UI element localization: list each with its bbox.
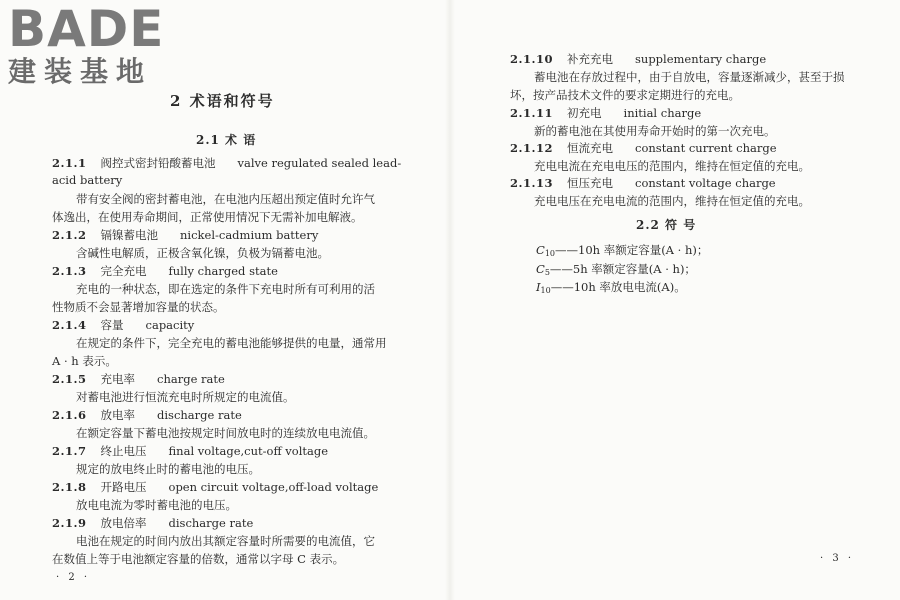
term-description: 对蓄电池进行恒流充电时所规定的电流值。 [76,390,295,404]
symbol-definition: $C_{10}——10h$ 率额定容量(A · h)； [536,243,709,258]
term-description: 放电电流为零时蓄电池的电压。 [76,498,237,512]
logo-text-top: BADE [8,0,165,58]
right-page [450,0,900,600]
chapter-title: 2 术语和符号 [170,92,275,110]
term-heading: 2.1.3 完全充电 fully charged state [52,264,278,278]
section-title-symbols: 2.2 符 号 [636,218,697,232]
term-heading: 2.1.1 阀控式密封铅酸蓄电池 valve regulated sealed lead- [52,156,402,170]
term-description: 在规定的条件下，完全充电的蓄电池能够提供的电量，通常用 [76,336,387,350]
term-heading: 2.1.13 恒压充电 constant voltage charge [510,176,776,190]
term-description: 规定的放电终止时的蓄电池的电压。 [76,462,260,476]
term-heading: 2.1.6 放电率 discharge rate [52,408,242,422]
term-english-continuation: acid battery [52,173,123,187]
term-heading: 2.1.12 恒流充电 constant current charge [510,141,777,155]
page-number: · 3 · [820,553,855,564]
symbol-definition: $C_5——5h$ 率额定容量(A · h)； [536,262,696,277]
term-heading: 2.1.4 容量 capacity [52,318,195,332]
logo-text-bottom: 建装基地 [8,55,153,88]
term-description: 新的蓄电池在其使用寿命开始时的第一次充电。 [534,124,776,138]
term-description: 含碱性电解质，正极含氧化镍，负极为镉蓄电池。 [76,246,329,260]
term-heading: 2.1.9 放电倍率 discharge rate [52,516,254,530]
term-description: 性物质不会显著增加容量的状态。 [52,300,225,314]
term-description: 体逸出，在使用寿命期间，正常使用情况下无需补加电解液。 [52,210,363,224]
page-number: · 2 · [56,572,91,583]
term-description: 充电电压在充电电流的范围内，维持在恒定值的充电。 [534,194,810,208]
symbol-definition: $I_{10}——10h$ 率放电电流(A)。 [536,280,686,295]
term-description: 蓄电池在存放过程中，由于自放电，容量逐渐减少，甚至于损 [534,70,845,84]
term-heading: 2.1.8 开路电压 open circuit voltage,off-load voltage [52,480,379,494]
term-description: 充电电流在充电电压的范围内，维持在恒定值的充电。 [534,159,810,173]
term-description: 电池在规定的时间内放出其额定容量时所需要的电流值，它 [76,534,375,548]
term-description: 坏，按产品技术文件的要求定期进行的充电。 [510,88,740,102]
term-heading: 2.1.11 初充电 initial charge [510,106,702,120]
term-heading: 2.1.5 充电率 charge rate [52,372,225,386]
term-description: 带有安全阀的密封蓄电池，在电池内压超出预定值时允许气 [76,192,375,206]
term-description: 在额定容量下蓄电池按规定时间放电时的连续放电电流值。 [76,426,375,440]
term-heading: 2.1.2 镉镍蓄电池 nickel-cadmium battery [52,228,319,242]
term-heading: 2.1.7 终止电压 final voltage,cut-off voltage [52,444,329,458]
term-heading: 2.1.10 补充充电 supplementary charge [510,52,767,66]
term-description: 在数值上等于电池额定容量的倍数，通常以字母 C 表示。 [52,552,345,566]
term-description: 充电的一种状态，即在选定的条件下充电时所有可利用的活 [76,282,375,296]
bade-logo [8,0,183,88]
term-description: A · h 表示。 [52,354,117,368]
section-title-terms: 2.1 术 语 [196,133,257,147]
